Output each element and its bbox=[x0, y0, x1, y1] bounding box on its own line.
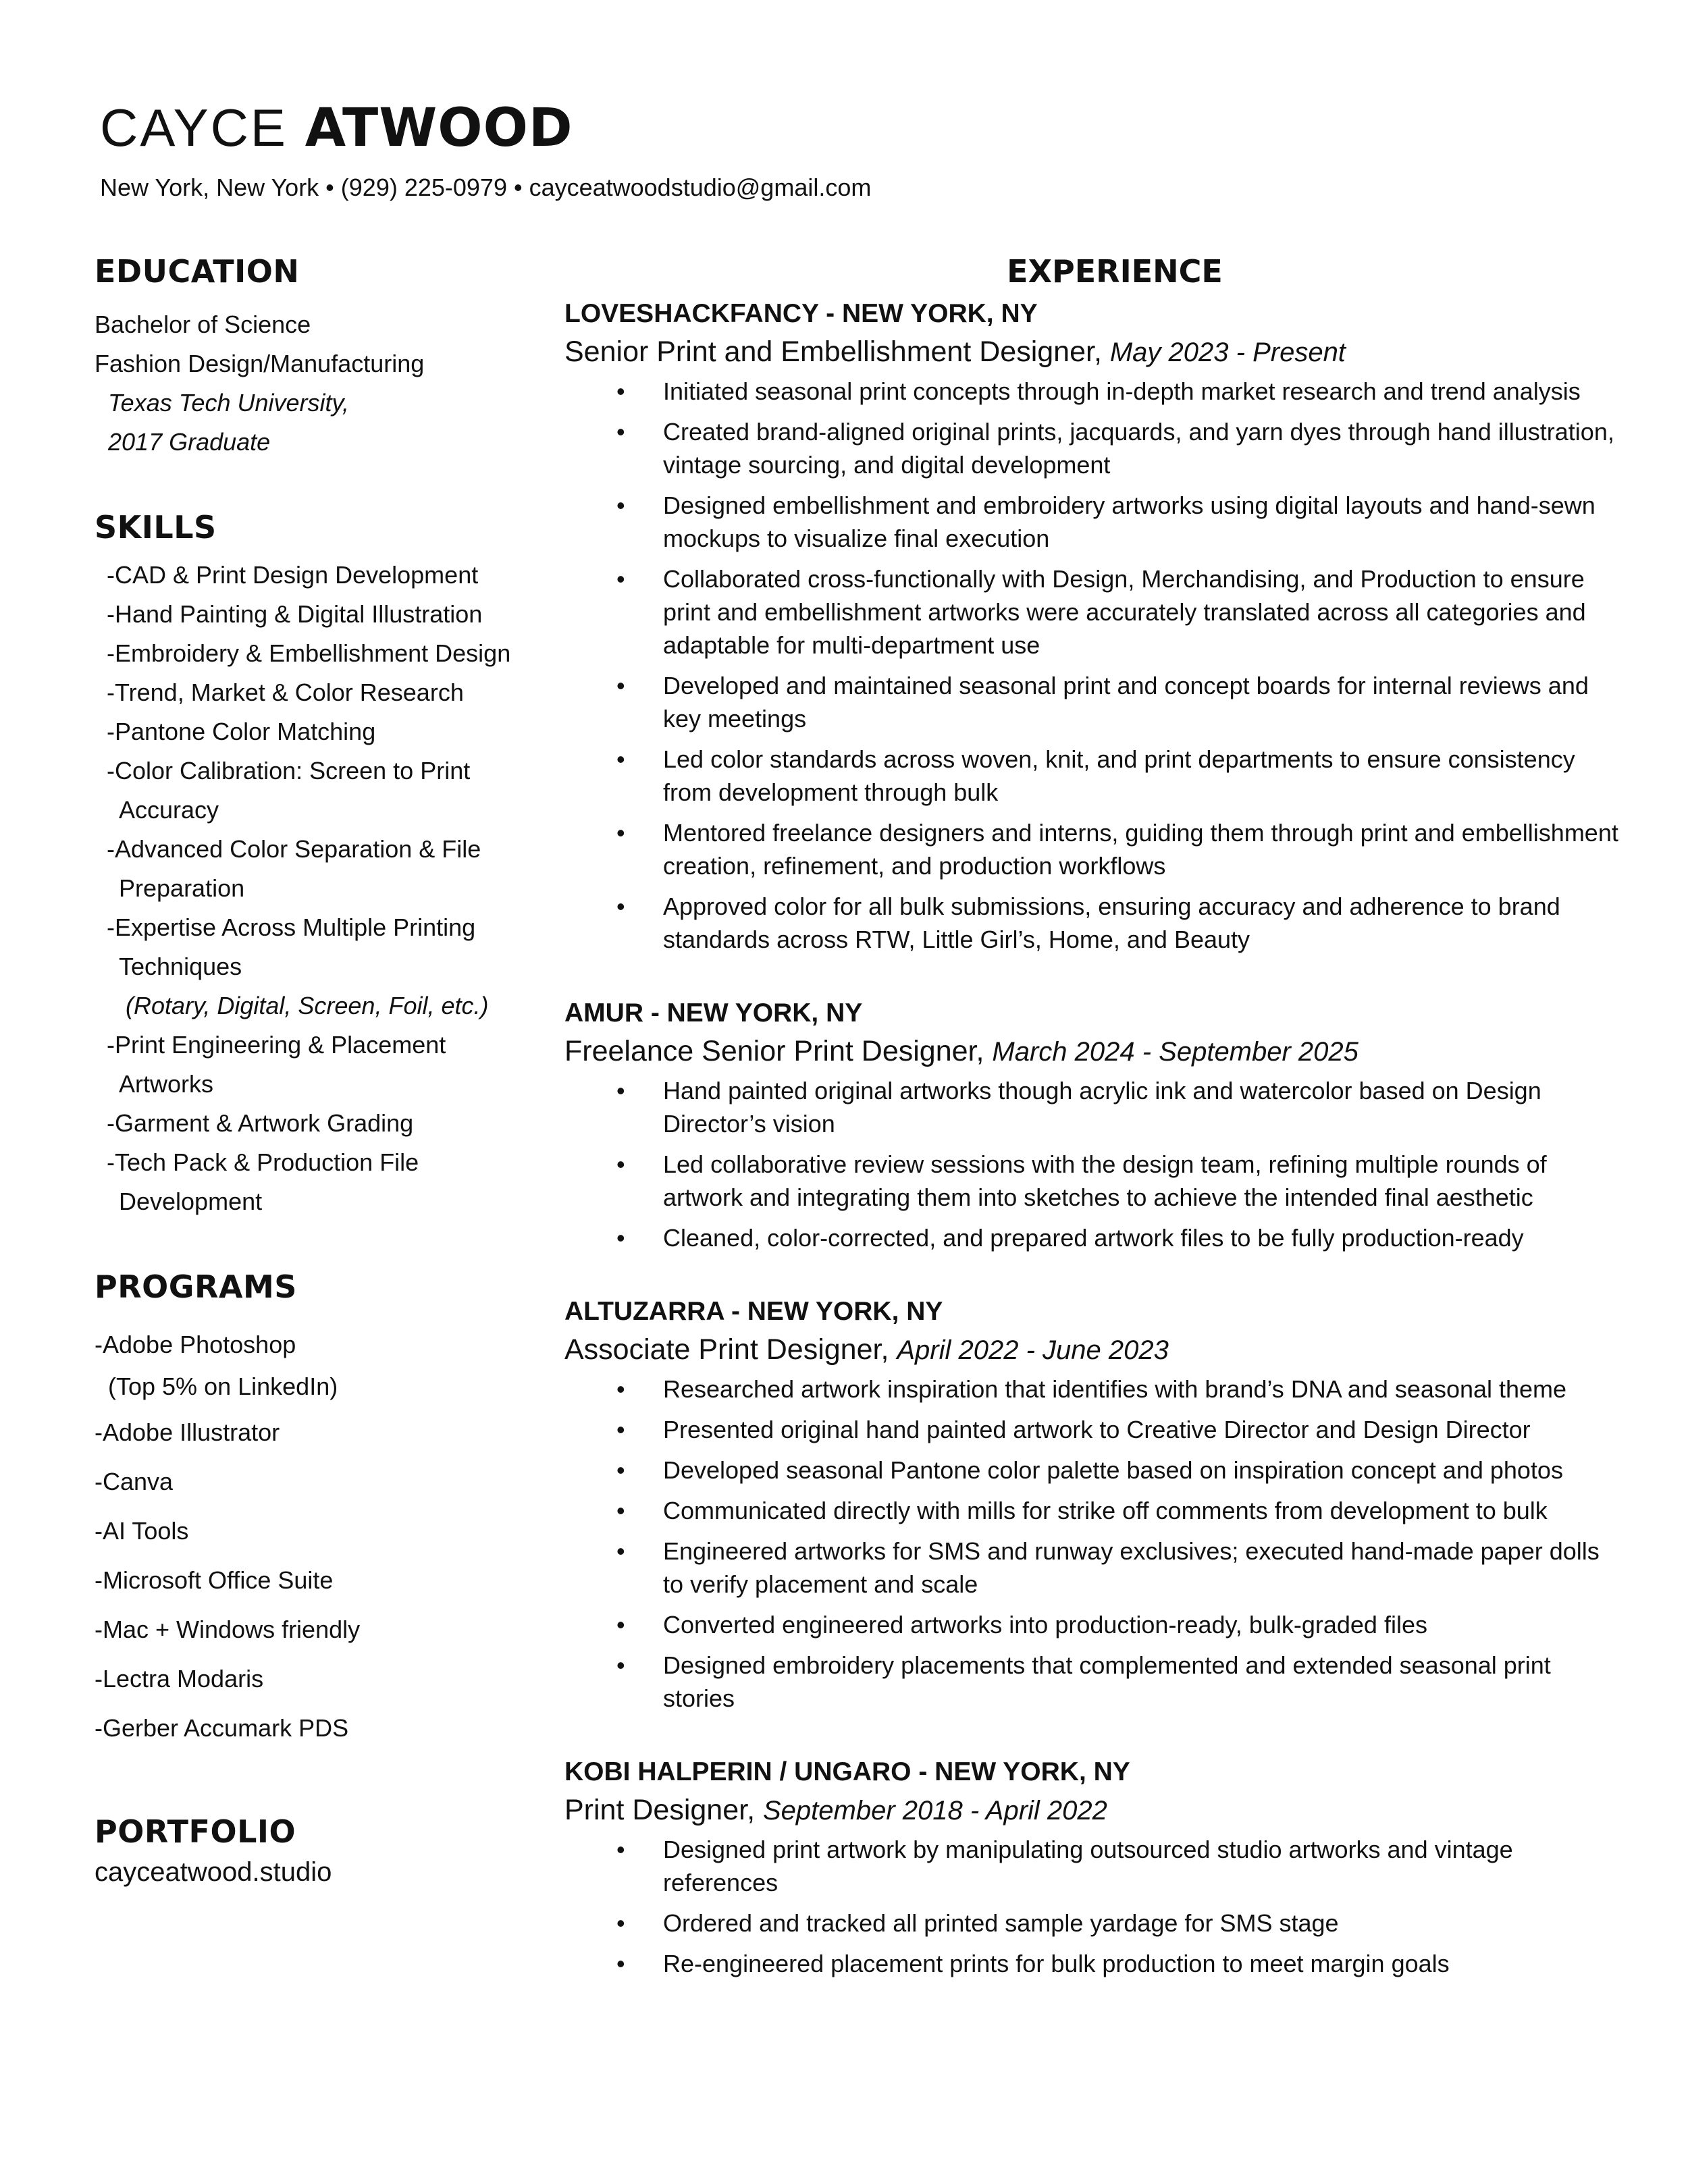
bullet-icon: • bbox=[616, 1909, 625, 1937]
list-item: -Hand Painting & Digital Illustration bbox=[107, 600, 483, 629]
programs-section bbox=[95, 1269, 527, 1752]
job-bullets bbox=[564, 375, 1625, 956]
list-item bbox=[564, 1649, 1625, 1715]
experience-title: EXPERIENCE bbox=[1007, 253, 1223, 290]
bullet-text: Re-engineered placement prints for bulk production to meet margin goals bbox=[663, 1949, 1450, 1977]
bullet-text: Ordered and tracked all printed sample yardage for SMS stage bbox=[663, 1909, 1339, 1937]
bullet-text: Led collaborative review sessions with the design team, refining multiple rounds of artwork and integrating them into sketches to achieve the intended final aesthetic bbox=[663, 1150, 1547, 1211]
list-item bbox=[564, 1907, 1625, 1940]
bullet-text: Led color standards across woven, knit, and print departments to ensure consistency from development through bulk bbox=[663, 745, 1575, 807]
list-item bbox=[564, 1608, 1625, 1641]
job-company: KOBI HALPERIN / UNGARO - NEW YORK, NY bbox=[564, 1757, 1130, 1786]
list-item: (Rotary, Digital, Screen, Foil, etc.) bbox=[126, 992, 489, 1020]
list-item: -Tech Pack & Production File Development bbox=[107, 1148, 419, 1216]
job-entry bbox=[564, 1295, 1625, 1715]
bullet-text: Hand painted original artworks though acrylic ink and watercolor based on Design Director’s vision bbox=[663, 1076, 1541, 1138]
bullet-icon: • bbox=[616, 1150, 625, 1178]
bullet-icon: • bbox=[616, 1496, 625, 1524]
right-column bbox=[564, 253, 1625, 2021]
bullet-icon: • bbox=[616, 565, 625, 593]
list-item bbox=[564, 1454, 1625, 1487]
resume-header bbox=[100, 98, 872, 202]
skills-section bbox=[95, 509, 527, 1221]
job-company: LOVESHACKFANCY - NEW YORK, NY bbox=[564, 299, 1038, 329]
bullet-text: Created brand-aligned original prints, jacquards, and yarn dyes through hand illustration, vintage sourcing, and digital development bbox=[663, 418, 1614, 479]
bullet-icon: • bbox=[616, 491, 625, 520]
bullet-icon: • bbox=[616, 1610, 625, 1639]
bullet-text: Engineered artworks for SMS and runway exclusives; executed hand-made paper dolls to verify placement and scale bbox=[663, 1537, 1600, 1598]
programs-title: PROGRAMS bbox=[95, 1269, 297, 1306]
education-major: Fashion Design/Manufacturing bbox=[95, 350, 425, 378]
list-item: -Trend, Market & Color Research bbox=[107, 678, 464, 707]
job-title: Print Designer, bbox=[564, 1793, 763, 1826]
list-item bbox=[564, 1833, 1625, 1899]
job-company: ALTUZARRA - NEW YORK, NY bbox=[564, 1296, 943, 1326]
job-dates: May 2023 - Present bbox=[1109, 337, 1346, 367]
job-company: AMUR - NEW YORK, NY bbox=[564, 998, 863, 1028]
list-item bbox=[564, 890, 1625, 956]
education-section bbox=[95, 253, 527, 462]
bullet-icon: • bbox=[616, 745, 625, 774]
list-item bbox=[564, 669, 1625, 735]
list-item: -Lectra Modaris bbox=[95, 1664, 264, 1693]
bullet-icon: • bbox=[616, 1456, 625, 1484]
bullet-text: Presented original hand painted artwork to Creative Director and Design Director bbox=[663, 1415, 1531, 1443]
bullet-text: Designed embellishment and embroidery artworks using digital layouts and hand-sewn mockups to visualize final execution bbox=[663, 491, 1595, 553]
education-year: 2017 Graduate bbox=[108, 428, 271, 456]
list-item: (Top 5% on LinkedIn) bbox=[108, 1372, 338, 1400]
list-item: -Expertise Across Multiple Printing Techniques bbox=[107, 913, 476, 981]
bullet-text: Designed print artwork by manipulating outsourced studio artworks and vintage references bbox=[663, 1835, 1513, 1896]
list-item: -CAD & Print Design Development bbox=[107, 561, 479, 589]
job-bullets bbox=[564, 1373, 1625, 1715]
list-item bbox=[564, 562, 1625, 662]
job-dates: March 2024 - September 2025 bbox=[992, 1036, 1359, 1067]
portfolio-link[interactable]: cayceatwood.studio bbox=[95, 1857, 332, 1887]
education-title: EDUCATION bbox=[95, 253, 300, 290]
bullet-text: Cleaned, color-corrected, and prepared artwork files to be fully production-ready bbox=[663, 1223, 1524, 1252]
bullet-text: Designed embroidery placements that complemented and extended seasonal print stories bbox=[663, 1651, 1551, 1712]
list-item: -AI Tools bbox=[95, 1516, 189, 1545]
bullet-text: Initiated seasonal print concepts through in-depth market research and trend analysis bbox=[663, 377, 1581, 406]
list-item bbox=[564, 1221, 1625, 1254]
list-item: -Adobe Photoshop bbox=[95, 1330, 296, 1358]
list-item bbox=[564, 415, 1625, 481]
portfolio-section bbox=[95, 1813, 527, 1888]
job-entry bbox=[564, 297, 1625, 956]
list-item bbox=[564, 1535, 1625, 1601]
list-item bbox=[564, 489, 1625, 555]
list-item bbox=[564, 1074, 1625, 1140]
bullet-icon: • bbox=[616, 1949, 625, 1977]
bullet-icon: • bbox=[616, 1375, 625, 1403]
bullet-icon: • bbox=[616, 1076, 625, 1104]
candidate-name bbox=[100, 98, 871, 159]
job-entry bbox=[564, 996, 1625, 1254]
bullet-text: Developed and maintained seasonal print and concept boards for internal reviews and key meetings bbox=[663, 672, 1589, 733]
list-item bbox=[564, 375, 1625, 408]
list-item bbox=[564, 1494, 1625, 1527]
bullet-icon: • bbox=[616, 672, 625, 700]
job-role bbox=[564, 1329, 1625, 1370]
job-entry bbox=[564, 1755, 1625, 1980]
job-bullets bbox=[564, 1833, 1625, 1980]
bullet-icon: • bbox=[616, 1651, 625, 1679]
list-item bbox=[564, 743, 1625, 809]
job-bullets bbox=[564, 1074, 1625, 1254]
list-item: -Mac + Windows friendly bbox=[95, 1615, 361, 1643]
list-item: -Adobe Illustrator bbox=[95, 1418, 280, 1446]
bullet-icon: • bbox=[616, 1415, 625, 1443]
list-item bbox=[564, 1148, 1625, 1214]
list-item bbox=[564, 1373, 1625, 1406]
list-item: -Gerber Accumark PDS bbox=[95, 1713, 349, 1742]
bullet-text: Communicated directly with mills for strike off comments from development to bulk bbox=[663, 1496, 1548, 1524]
job-role bbox=[564, 331, 1625, 372]
list-item bbox=[564, 1413, 1625, 1446]
list-item: -Print Engineering & Placement Artworks bbox=[107, 1031, 446, 1098]
list-item: -Canva bbox=[95, 1467, 174, 1495]
list-item: -Advanced Color Separation & File Preparation bbox=[107, 835, 481, 903]
job-role bbox=[564, 1031, 1625, 1071]
contact-info: New York, New York • (929) 225-0979 • cayceatwoodstudio@gmail.com bbox=[100, 174, 872, 201]
list-item: -Pantone Color Matching bbox=[107, 718, 376, 746]
bullet-text: Converted engineered artworks into production-ready, bulk-graded files bbox=[663, 1610, 1427, 1639]
bullet-icon: • bbox=[616, 377, 625, 406]
bullet-text: Mentored freelance designers and interns, guiding them through print and embellishment creation, refinement, and production workflows bbox=[663, 819, 1618, 880]
list-item bbox=[564, 1947, 1625, 1980]
last-name: ATWOOD bbox=[305, 98, 573, 159]
bullet-text: Researched artwork inspiration that identifies with brand’s DNA and seasonal theme bbox=[663, 1375, 1567, 1403]
list-item: -Color Calibration: Screen to Print Accuracy bbox=[107, 757, 471, 824]
bullet-icon: • bbox=[616, 1835, 625, 1863]
education-school: Texas Tech University, bbox=[108, 389, 349, 417]
first-name: CAYCE bbox=[100, 98, 288, 157]
programs-list bbox=[95, 1324, 527, 1753]
portfolio-title: PORTFOLIO bbox=[95, 1813, 296, 1850]
left-column bbox=[95, 253, 527, 1935]
job-role bbox=[564, 1790, 1625, 1830]
skills-title: SKILLS bbox=[95, 509, 217, 546]
bullet-text: Approved color for all bulk submissions, ensuring accuracy and adherence to brand standards across RTW, Little Girl’s, Home, and Beauty bbox=[663, 893, 1560, 954]
bullet-icon: • bbox=[616, 1537, 625, 1565]
job-dates: September 2018 - April 2022 bbox=[762, 1795, 1107, 1826]
list-item: -Embroidery & Embellishment Design bbox=[107, 639, 511, 668]
list-item: -Garment & Artwork Grading bbox=[107, 1109, 414, 1138]
job-dates: April 2022 - June 2023 bbox=[897, 1335, 1169, 1365]
list-item bbox=[564, 816, 1625, 882]
experience-list bbox=[564, 297, 1625, 1980]
education-degree: Bachelor of Science bbox=[95, 311, 311, 339]
job-title: Freelance Senior Print Designer, bbox=[564, 1034, 993, 1067]
bullet-text: Developed seasonal Pantone color palette based on inspiration concept and photos bbox=[663, 1456, 1563, 1484]
job-title: Senior Print and Embellishment Designer, bbox=[564, 335, 1110, 368]
bullet-icon: • bbox=[616, 418, 625, 446]
job-title: Associate Print Designer, bbox=[564, 1333, 897, 1366]
bullet-text: Collaborated cross-functionally with Design, Merchandising, and Production to ensure print and embellishment artworks were accurately translated across all categories and adaptable for multi-department use bbox=[663, 565, 1586, 660]
bullet-icon: • bbox=[616, 819, 625, 847]
bullet-icon: • bbox=[616, 1223, 625, 1252]
list-item: -Microsoft Office Suite bbox=[95, 1566, 334, 1594]
bullet-icon: • bbox=[616, 893, 625, 921]
skills-list bbox=[95, 556, 527, 1221]
